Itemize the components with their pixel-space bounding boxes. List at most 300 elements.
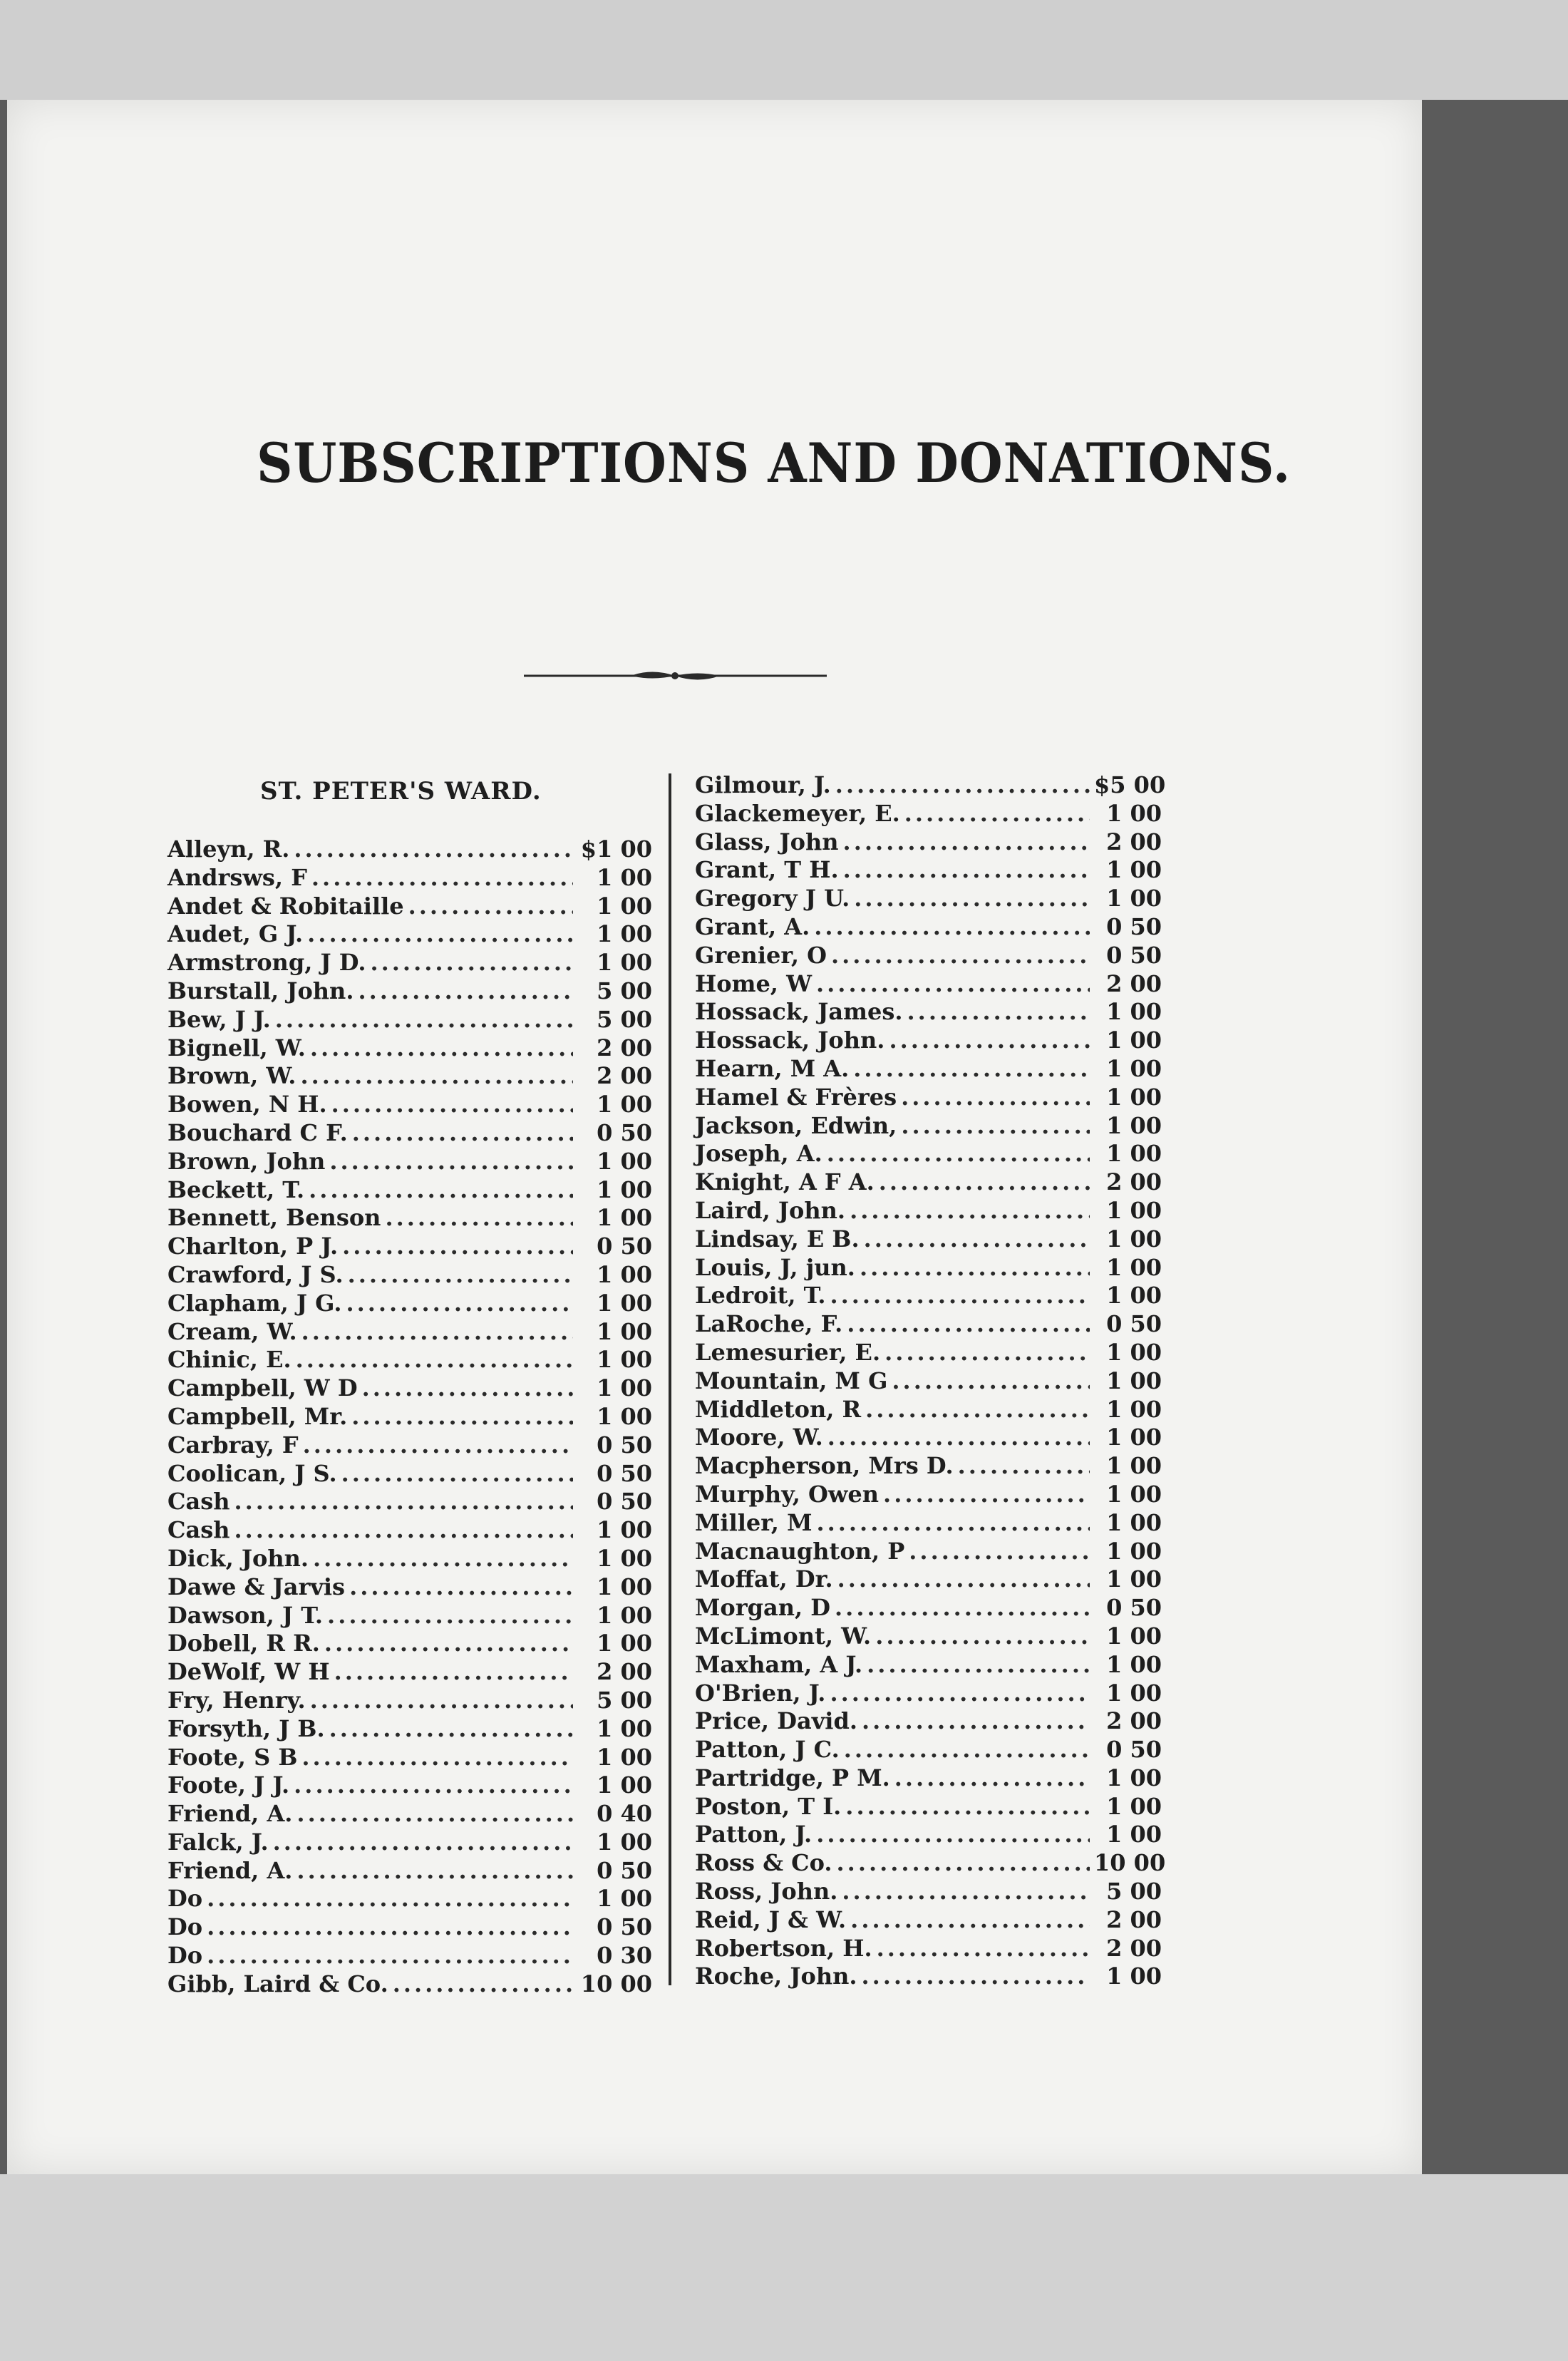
subscriber-name: Do xyxy=(167,1913,203,1941)
subscriber-name: Beckett, T. xyxy=(167,1176,305,1203)
list-item xyxy=(695,1849,1166,1878)
dot-leader xyxy=(892,1367,1090,1396)
subscriber-name: Gibb, Laird & Co. xyxy=(167,1970,388,1997)
dot-leader xyxy=(835,771,1090,800)
donation-amount: 1 00 xyxy=(597,1374,652,1402)
donation-amount: 1 00 xyxy=(1106,1027,1162,1054)
list-item xyxy=(695,1452,1162,1481)
subscriber-name: Do xyxy=(167,1942,203,1970)
donation-amount: 2 00 xyxy=(1106,1934,1162,1962)
donation-amount: 1 00 xyxy=(1106,1508,1162,1536)
subscriber-name: Patton, J C. xyxy=(695,1736,840,1764)
list-item xyxy=(695,1027,1162,1055)
donation-amount: 1 00 xyxy=(597,1346,652,1374)
subscriber-name: Patton, J. xyxy=(695,1821,813,1848)
donation-amount: 1 00 xyxy=(597,1828,652,1856)
dot-leader xyxy=(814,913,1090,942)
list-item xyxy=(695,1254,1162,1282)
subscriber-name: Crawford, J S. xyxy=(167,1260,344,1288)
donation-amount: 10 00 xyxy=(580,1970,652,1997)
list-item xyxy=(167,1034,652,1063)
subscriber-name: Price, David. xyxy=(695,1707,857,1735)
list-item xyxy=(167,1942,652,1970)
dot-leader xyxy=(348,1261,573,1290)
list-item xyxy=(695,828,1162,857)
subscriber-name: Fry, Henry. xyxy=(167,1686,306,1714)
donation-amount: 1 00 xyxy=(1106,1424,1162,1451)
list-item xyxy=(167,920,652,949)
scan-background-bottom xyxy=(0,2174,1568,2361)
donation-amount: 1 00 xyxy=(1106,1792,1162,1820)
donation-amount: 5 00 xyxy=(1106,1878,1162,1905)
dot-leader xyxy=(346,1290,573,1318)
list-item xyxy=(167,1460,652,1488)
donation-amount: 1 00 xyxy=(597,1630,652,1657)
dot-leader xyxy=(843,828,1090,857)
subscriber-name: Burstall, John. xyxy=(167,977,354,1004)
subscriber-name: O'Brien, J. xyxy=(695,1679,826,1707)
donation-amount: 1 00 xyxy=(597,892,652,920)
donation-amount: 2 00 xyxy=(1106,1707,1162,1735)
list-item xyxy=(167,1374,652,1403)
donation-amount: 1 00 xyxy=(597,1771,652,1799)
column-divider xyxy=(669,773,671,1985)
list-item xyxy=(167,1771,652,1800)
dot-leader xyxy=(827,1140,1090,1168)
list-item xyxy=(695,1594,1162,1622)
subscriber-name: Gregory J U. xyxy=(695,885,850,912)
dot-leader xyxy=(875,1622,1090,1651)
donation-amount: 0 50 xyxy=(597,1856,652,1884)
subscriber-name: Lindsay, E B. xyxy=(695,1225,860,1252)
donation-amount: 1 00 xyxy=(597,1516,652,1544)
dot-leader xyxy=(309,1176,573,1205)
list-item xyxy=(167,1545,652,1573)
dot-leader xyxy=(310,1687,573,1715)
subscriber-name: Brown, John xyxy=(167,1147,326,1175)
subscriber-name: Charlton, P J. xyxy=(167,1233,339,1260)
list-item xyxy=(167,1687,652,1715)
donation-amount: 1 00 xyxy=(597,1260,652,1288)
donation-amount: 1 00 xyxy=(597,1714,652,1742)
dot-leader xyxy=(901,1084,1090,1112)
donation-amount: 0 30 xyxy=(597,1942,652,1970)
list-item xyxy=(695,1707,1162,1736)
donation-amount: 1 00 xyxy=(1106,1480,1162,1508)
list-item xyxy=(695,1906,1162,1935)
donation-amount: 1 00 xyxy=(1106,1395,1162,1423)
list-item xyxy=(167,1516,652,1545)
donation-amount: 0 50 xyxy=(597,1913,652,1941)
list-item xyxy=(695,1396,1162,1424)
subscriber-name: Falck, J. xyxy=(167,1828,269,1856)
list-item xyxy=(167,949,652,977)
subscriber-name: DeWolf, W H xyxy=(167,1658,330,1686)
donation-amount: 1 00 xyxy=(597,1317,652,1345)
list-item xyxy=(695,1538,1162,1566)
list-item xyxy=(695,1424,1162,1452)
list-item xyxy=(695,1481,1162,1509)
dot-leader xyxy=(837,1849,1090,1878)
subscriber-name: Hearn, M A. xyxy=(695,1054,850,1082)
dot-leader xyxy=(864,1225,1090,1254)
list-item xyxy=(167,1119,652,1148)
subscriber-name: Brown, W. xyxy=(167,1062,296,1090)
dot-leader xyxy=(351,1403,573,1431)
donation-amount: 2 00 xyxy=(1106,969,1162,997)
donation-amount: $5 00 xyxy=(1094,771,1166,798)
dot-leader xyxy=(835,1594,1090,1622)
list-item xyxy=(695,1622,1162,1651)
dot-leader xyxy=(341,1460,573,1488)
dot-leader xyxy=(884,1339,1090,1367)
dot-leader xyxy=(273,1828,573,1857)
dot-leader xyxy=(234,1488,573,1516)
list-item xyxy=(167,1318,652,1347)
subscriber-name: Audet, G J. xyxy=(167,920,304,948)
list-item xyxy=(695,1168,1162,1197)
subscriber-name: Bew, J J. xyxy=(167,1005,271,1033)
list-item xyxy=(167,1148,652,1176)
dot-leader xyxy=(358,977,573,1006)
donation-amount: $1 00 xyxy=(580,835,652,863)
dot-leader xyxy=(907,998,1090,1027)
list-item xyxy=(695,942,1162,970)
list-item xyxy=(167,1800,652,1828)
dot-leader xyxy=(861,1963,1090,1991)
donation-amount: 1 00 xyxy=(1106,1253,1162,1281)
donation-amount: 0 50 xyxy=(1106,1310,1162,1338)
subscriber-name: Glackemeyer, E. xyxy=(695,799,900,827)
list-item xyxy=(695,1339,1162,1367)
donation-amount: 1 00 xyxy=(597,1402,652,1430)
subscriber-name: Friend, A. xyxy=(167,1856,293,1884)
donation-amount: 1 00 xyxy=(597,1204,652,1232)
dot-leader xyxy=(329,1715,573,1744)
dot-leader xyxy=(883,1481,1090,1509)
ornamental-rule xyxy=(524,667,827,685)
dot-leader xyxy=(842,1878,1090,1906)
list-item xyxy=(695,856,1162,885)
list-item xyxy=(695,1565,1162,1594)
subscriber-name: Grenier, O xyxy=(695,941,827,969)
dot-leader xyxy=(301,1318,573,1347)
subscriber-name: Middleton, R xyxy=(695,1395,862,1423)
donation-amount: 1 00 xyxy=(1106,1196,1162,1224)
subscriber-name: Macnaughton, P xyxy=(695,1537,905,1565)
donation-amount: 1 00 xyxy=(1106,1367,1162,1394)
list-item xyxy=(167,864,652,893)
dot-leader xyxy=(408,893,573,921)
donation-amount: 2 00 xyxy=(1106,1168,1162,1196)
subscriber-name: Andrsws, F xyxy=(167,863,307,891)
list-item xyxy=(695,998,1162,1027)
subscriber-name: Cash xyxy=(167,1516,230,1544)
list-item xyxy=(695,1225,1162,1254)
donation-amount: 5 00 xyxy=(597,1005,652,1033)
dot-leader xyxy=(837,1565,1090,1594)
dot-leader xyxy=(877,1935,1090,1963)
dot-leader xyxy=(831,942,1090,970)
subscriber-name: Louis, J, jun. xyxy=(695,1253,855,1281)
dot-leader xyxy=(816,1821,1090,1849)
list-item xyxy=(695,771,1166,800)
dot-leader xyxy=(294,835,573,864)
subscriber-name: Glass, John xyxy=(695,828,839,855)
dot-leader xyxy=(889,1027,1090,1055)
list-item xyxy=(167,1204,652,1233)
dot-leader xyxy=(904,800,1090,828)
list-item xyxy=(695,1680,1162,1708)
dot-leader xyxy=(909,1538,1090,1566)
subscriber-name: Coolican, J S. xyxy=(167,1459,337,1487)
list-item xyxy=(167,1346,652,1374)
dot-leader xyxy=(845,1793,1090,1821)
dot-leader xyxy=(830,1680,1090,1708)
dot-leader xyxy=(342,1233,573,1261)
dot-leader xyxy=(311,864,573,893)
dot-leader xyxy=(901,1112,1090,1141)
donation-amount: 0 50 xyxy=(1106,912,1162,940)
dot-leader xyxy=(329,1148,573,1176)
subscriber-name: Roche, John. xyxy=(695,1963,857,1990)
dot-leader xyxy=(879,1168,1090,1197)
list-item xyxy=(167,1431,652,1460)
donation-amount: 1 00 xyxy=(1106,1338,1162,1366)
dot-leader xyxy=(310,1034,573,1063)
donation-amount: 5 00 xyxy=(597,977,652,1004)
subscriber-name: Lemesurier, E. xyxy=(695,1338,881,1366)
dot-leader xyxy=(844,1736,1090,1764)
donation-amount: 1 00 xyxy=(597,1176,652,1203)
subscriber-name: Forsyth, J B. xyxy=(167,1714,325,1742)
list-item xyxy=(167,1062,652,1091)
donation-amount: 1 00 xyxy=(1106,1452,1162,1480)
subscriber-name: Grant, T H. xyxy=(695,856,839,884)
list-item xyxy=(695,1878,1162,1906)
list-item xyxy=(167,1290,652,1318)
dot-leader xyxy=(294,1771,573,1800)
dot-leader xyxy=(234,1516,573,1545)
dot-leader xyxy=(850,1906,1090,1935)
donation-amount: 1 00 xyxy=(597,1289,652,1317)
donation-amount: 1 00 xyxy=(1106,1821,1162,1848)
donation-amount: 1 00 xyxy=(1106,1282,1162,1310)
donation-amount: 1 00 xyxy=(1106,1083,1162,1111)
list-item xyxy=(167,1630,652,1658)
donation-amount: 1 00 xyxy=(597,1091,652,1118)
donation-amount: 2 00 xyxy=(597,1658,652,1686)
subscriber-name: Campbell, W D xyxy=(167,1374,358,1402)
subscriber-name: Miller, M xyxy=(695,1508,813,1536)
dot-leader xyxy=(296,1857,573,1886)
list-item xyxy=(695,913,1162,942)
dot-leader xyxy=(334,1658,573,1687)
dot-leader xyxy=(307,920,573,949)
list-item xyxy=(695,1197,1162,1225)
dot-leader xyxy=(853,1055,1090,1084)
dot-leader xyxy=(385,1204,573,1233)
dot-leader xyxy=(331,1091,573,1119)
donation-amount: 1 00 xyxy=(1106,998,1162,1026)
subscriber-name: Clapham, J G. xyxy=(167,1289,342,1317)
subscriber-name: Moore, W. xyxy=(695,1424,823,1451)
dot-leader xyxy=(816,970,1090,999)
donation-amount: 0 50 xyxy=(597,1488,652,1516)
donation-amount: 1 00 xyxy=(1106,1565,1162,1593)
dot-leader xyxy=(301,1744,573,1772)
donation-amount: 2 00 xyxy=(1106,1905,1162,1933)
donation-amount: 0 50 xyxy=(597,1459,652,1487)
dot-leader xyxy=(349,1573,573,1602)
subscriber-name: Hossack, James. xyxy=(695,998,903,1026)
subscriber-name: Foote, J J. xyxy=(167,1771,290,1799)
subscriber-name: Joseph, A. xyxy=(695,1140,822,1168)
right-column-list xyxy=(695,771,1166,1991)
subscriber-name: Bennett, Benson xyxy=(167,1204,381,1232)
donation-amount: 0 40 xyxy=(597,1800,652,1828)
donation-amount: 1 00 xyxy=(1106,1111,1162,1139)
donation-amount: 1 00 xyxy=(1106,1650,1162,1678)
dot-leader xyxy=(865,1396,1090,1424)
dot-leader xyxy=(296,1346,573,1374)
donation-amount: 1 00 xyxy=(597,1544,652,1572)
list-item xyxy=(695,885,1162,913)
subscriber-name: Bignell, W. xyxy=(167,1034,306,1061)
subscriber-name: Knight, A F A. xyxy=(695,1168,875,1196)
dot-leader xyxy=(847,1310,1090,1339)
subscriber-name: Gilmour, J. xyxy=(695,771,831,798)
list-item xyxy=(167,1857,652,1886)
list-item xyxy=(695,1764,1162,1793)
donation-amount: 1 00 xyxy=(1106,1963,1162,1990)
dot-leader xyxy=(352,1119,573,1148)
dot-leader xyxy=(313,1545,573,1573)
dot-leader xyxy=(867,1651,1090,1680)
subscriber-name: McLimont, W. xyxy=(695,1622,872,1650)
list-item xyxy=(695,970,1162,999)
list-item xyxy=(167,1885,652,1913)
list-item xyxy=(167,1658,652,1687)
list-item xyxy=(695,1821,1162,1849)
subscriber-name: Partridge, P M. xyxy=(695,1764,890,1791)
subscriber-name: Carbray, F xyxy=(167,1431,299,1459)
dot-leader xyxy=(324,1630,573,1658)
dot-leader xyxy=(327,1602,573,1630)
list-item xyxy=(695,1055,1162,1084)
subscriber-name: Morgan, D xyxy=(695,1594,831,1622)
subscriber-name: Maxham, A J. xyxy=(695,1650,863,1678)
donation-amount: 1 00 xyxy=(1106,1225,1162,1252)
list-item xyxy=(167,1715,652,1744)
subscriber-name: Robertson, H. xyxy=(695,1934,872,1962)
dot-leader xyxy=(850,1197,1090,1225)
list-item xyxy=(167,1233,652,1261)
subscriber-name: Macpherson, Mrs D. xyxy=(695,1452,954,1480)
subscriber-name: Friend, A. xyxy=(167,1800,293,1828)
donation-amount: 5 00 xyxy=(597,1686,652,1714)
dot-leader xyxy=(207,1913,573,1942)
dot-leader xyxy=(862,1707,1090,1736)
subscriber-name: Bowen, N H. xyxy=(167,1091,327,1118)
dot-leader xyxy=(371,949,574,977)
subscriber-name: Ross, John. xyxy=(695,1878,838,1905)
list-item xyxy=(167,1176,652,1205)
subscriber-name: Grant, A. xyxy=(695,912,810,940)
list-item xyxy=(167,1403,652,1431)
dot-leader xyxy=(300,1062,573,1091)
dot-leader xyxy=(362,1374,573,1403)
list-item xyxy=(695,1736,1162,1764)
left-column-list xyxy=(167,835,652,1999)
subscriber-name: Andet & Robitaille xyxy=(167,892,404,920)
dot-leader xyxy=(843,856,1090,885)
subscriber-name: Laird, John. xyxy=(695,1196,846,1224)
list-item xyxy=(167,1970,652,1999)
scan-background-top xyxy=(0,0,1568,100)
donation-amount: 2 00 xyxy=(597,1034,652,1061)
donation-amount: 1 00 xyxy=(1106,1622,1162,1650)
subscriber-name: Moffat, Dr. xyxy=(695,1565,833,1593)
dot-leader xyxy=(958,1452,1090,1481)
list-item xyxy=(695,1793,1162,1821)
subscriber-name: Dick, John. xyxy=(167,1544,309,1572)
subscriber-name: Dawson, J T. xyxy=(167,1601,324,1629)
donation-amount: 1 00 xyxy=(597,949,652,977)
list-item xyxy=(167,1261,652,1290)
subscriber-name: Chinic, E. xyxy=(167,1346,292,1374)
donation-amount: 0 50 xyxy=(1106,941,1162,969)
ward-heading: ST. PETER'S WARD. xyxy=(260,777,542,806)
list-item xyxy=(695,1651,1162,1680)
list-item xyxy=(695,800,1162,828)
donation-amount: 1 00 xyxy=(1106,1764,1162,1791)
donation-amount: 1 00 xyxy=(1106,885,1162,912)
subscriber-name: LaRoche, F. xyxy=(695,1310,843,1338)
subscriber-name: Do xyxy=(167,1885,203,1913)
dot-leader xyxy=(207,1885,573,1913)
list-item xyxy=(167,1488,652,1516)
list-item xyxy=(695,1367,1162,1396)
donation-amount: 1 00 xyxy=(597,920,652,948)
subscriber-name: Dawe & Jarvis xyxy=(167,1573,346,1600)
subscriber-name: Cream, W. xyxy=(167,1317,297,1345)
subscriber-name: Hossack, John. xyxy=(695,1027,885,1054)
dot-leader xyxy=(894,1764,1090,1793)
dot-leader xyxy=(393,1970,573,1999)
donation-amount: 1 00 xyxy=(597,1743,652,1771)
subscriber-name: Foote, S B xyxy=(167,1743,298,1771)
dot-leader xyxy=(296,1800,573,1828)
list-item xyxy=(167,835,652,864)
subscriber-name: Ledroit, T. xyxy=(695,1282,826,1310)
subscriber-name: Home, W xyxy=(695,969,813,997)
dot-leader xyxy=(827,1424,1090,1452)
donation-amount: 1 00 xyxy=(1106,1679,1162,1707)
list-item xyxy=(695,1310,1162,1339)
list-item xyxy=(167,1828,652,1857)
list-item xyxy=(695,1084,1162,1112)
list-item xyxy=(167,977,652,1006)
subscriber-name: Reid, J & W. xyxy=(695,1905,847,1933)
subscriber-name: Hamel & Frères xyxy=(695,1083,897,1111)
donation-amount: 2 00 xyxy=(597,1062,652,1090)
donation-amount: 1 00 xyxy=(1106,1537,1162,1565)
dot-leader xyxy=(860,1254,1090,1282)
page-title: SUBSCRIPTIONS AND DONATIONS. xyxy=(257,431,1291,495)
subscriber-name: Poston, T I. xyxy=(695,1792,842,1820)
subscriber-name: Bouchard C F. xyxy=(167,1118,348,1146)
